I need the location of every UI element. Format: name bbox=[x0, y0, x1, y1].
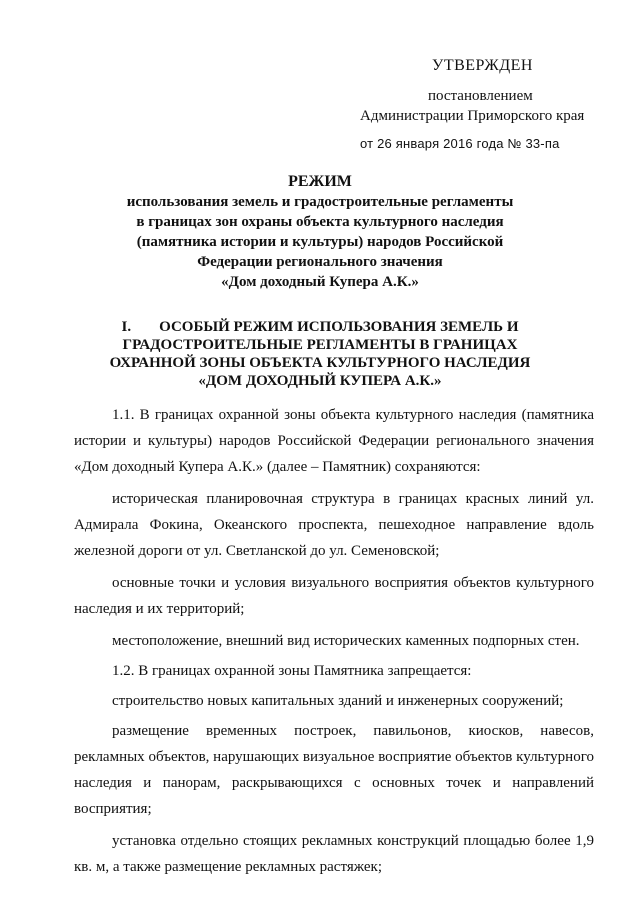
paragraph: основные точки и условия визуального восприятия объектов культурного наследия и их территорий; bbox=[74, 575, 594, 617]
section-heading-line: ОХРАННОЙ ЗОНЫ ОБЪЕКТА КУЛЬТУРНОГО НАСЛЕДИЯ bbox=[109, 355, 531, 371]
approval-line-2: Администрации Приморского края bbox=[360, 108, 585, 124]
document-subtitle bbox=[80, 192, 560, 292]
subtitle-line: Федерации регионального значения bbox=[197, 254, 443, 270]
paragraph: установка отдельно стоящих рекламных конструкций площадью более 1,9 кв. м, а также размещение рекламных растяжек; bbox=[74, 833, 594, 875]
document-title: РЕЖИМ bbox=[288, 173, 352, 190]
approval-heading: УТВЕРЖДЕН bbox=[432, 57, 533, 74]
section-heading-text: ОСОБЫЙ РЕЖИМ ИСПОЛЬЗОВАНИЯ ЗЕМЕЛЬ И bbox=[159, 319, 519, 335]
paragraph: 1.1. В границах охранной зоны объекта культурного наследия (памятника истории и культуры) народов Российской Федерации регионального значения «Дом доходный Купера А.К.» (далее – Памятник) сохраняются: bbox=[74, 407, 594, 475]
paragraph: местоположение, внешний вид исторических каменных подпорных стен. bbox=[112, 633, 580, 649]
subtitle-line: в границах зон охраны объекта культурного наследия bbox=[136, 214, 504, 230]
section-heading-line: «ДОМ ДОХОДНЫЙ КУПЕРА А.К.» bbox=[198, 373, 442, 389]
paragraph: размещение временных построек, павильонов, киосков, навесов, рекламных объектов, нарушающих визуальное восприятие объектов культурного наследия и панорам, раскрывающихся с основных точек и направлений восприятия; bbox=[74, 723, 594, 817]
subtitle-line: (памятника истории и культуры) народов Российской bbox=[136, 234, 504, 250]
paragraph: историческая планировочная структура в границах красных линий ул. Адмирала Фокина, Океанского проспекта, пешеходное направление вдоль железной дороги от ул. Светланской до ул. Семеновской; bbox=[74, 491, 594, 559]
approval-block bbox=[350, 56, 610, 154]
paragraph: 1.2. В границах охранной зоны Памятника запрещается: bbox=[112, 663, 472, 679]
approval-stamp: от 26 января 2016 года № 33-па bbox=[360, 136, 560, 151]
section-number: I. bbox=[121, 319, 132, 335]
subtitle-line: «Дом доходный Купера А.К.» bbox=[221, 274, 419, 290]
document-body bbox=[74, 402, 594, 886]
paragraph: строительство новых капитальных зданий и инженерных сооружений; bbox=[112, 693, 564, 709]
approval-line-1: постановлением bbox=[428, 88, 533, 104]
section-heading bbox=[80, 318, 560, 390]
subtitle-line: использования земель и градостроительные регламенты bbox=[126, 194, 514, 210]
section-heading-line bbox=[80, 318, 560, 336]
section-heading-line: ГРАДОСТРОИТЕЛЬНЫЕ РЕГЛАМЕНТЫ В ГРАНИЦАХ bbox=[122, 337, 518, 353]
